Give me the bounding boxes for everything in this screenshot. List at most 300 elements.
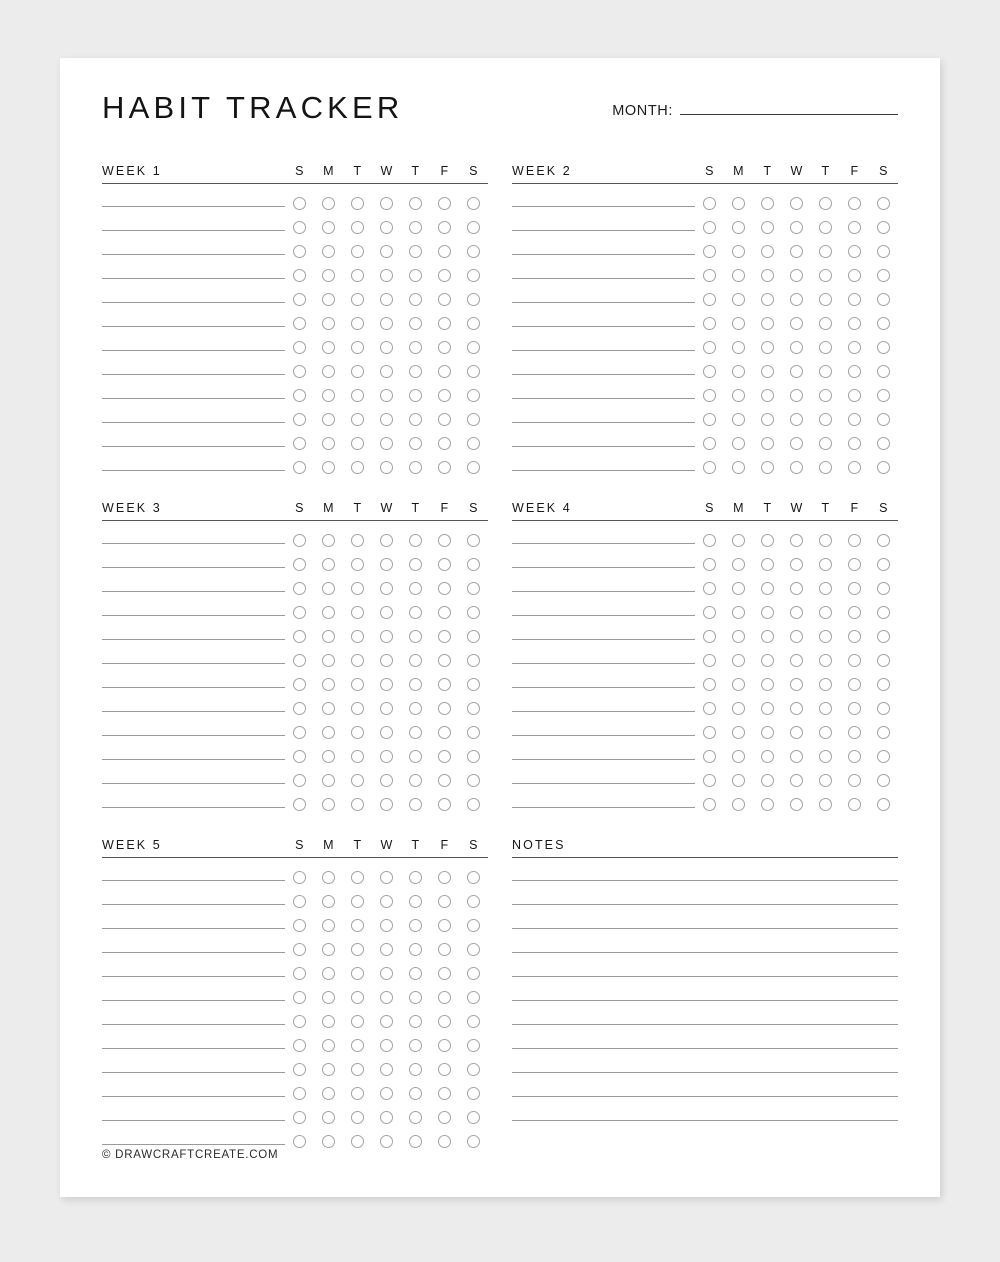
- circle-checkbox[interactable]: [877, 293, 890, 306]
- checkbox-cell[interactable]: [869, 245, 898, 258]
- checkbox-cell[interactable]: [811, 750, 840, 763]
- circle-checkbox[interactable]: [848, 245, 861, 258]
- circle-checkbox[interactable]: [380, 245, 393, 258]
- checkbox-cell[interactable]: [753, 365, 782, 378]
- circle-checkbox[interactable]: [732, 269, 745, 282]
- checkbox-cell[interactable]: [285, 1015, 314, 1028]
- circle-checkbox[interactable]: [351, 967, 364, 980]
- checkbox-cell[interactable]: [724, 341, 753, 354]
- checkbox-cell[interactable]: [343, 437, 372, 450]
- checkbox-cell[interactable]: [401, 534, 430, 547]
- checkbox-cell[interactable]: [753, 437, 782, 450]
- circle-checkbox[interactable]: [322, 678, 335, 691]
- notes-write-line[interactable]: [512, 1048, 898, 1049]
- checkbox-cell[interactable]: [285, 413, 314, 426]
- circle-checkbox[interactable]: [732, 798, 745, 811]
- habit-name-line[interactable]: [102, 663, 285, 664]
- notes-write-line[interactable]: [512, 976, 898, 977]
- circle-checkbox[interactable]: [409, 317, 422, 330]
- checkbox-cell[interactable]: [285, 871, 314, 884]
- checkbox-cell[interactable]: [724, 654, 753, 667]
- circle-checkbox[interactable]: [703, 197, 716, 210]
- circle-checkbox[interactable]: [790, 654, 803, 667]
- checkbox-cell[interactable]: [430, 582, 459, 595]
- checkbox-cell[interactable]: [811, 221, 840, 234]
- circle-checkbox[interactable]: [409, 389, 422, 402]
- notes-write-line[interactable]: [512, 952, 898, 953]
- circle-checkbox[interactable]: [351, 750, 364, 763]
- checkbox-cell[interactable]: [285, 534, 314, 547]
- circle-checkbox[interactable]: [409, 365, 422, 378]
- checkbox-cell[interactable]: [840, 197, 869, 210]
- circle-checkbox[interactable]: [380, 534, 393, 547]
- checkbox-cell[interactable]: [869, 630, 898, 643]
- circle-checkbox[interactable]: [380, 919, 393, 932]
- checkbox-cell[interactable]: [459, 389, 488, 402]
- circle-checkbox[interactable]: [351, 1087, 364, 1100]
- circle-checkbox[interactable]: [438, 1111, 451, 1124]
- checkbox-cell[interactable]: [869, 365, 898, 378]
- checkbox-cell[interactable]: [314, 750, 343, 763]
- circle-checkbox[interactable]: [409, 702, 422, 715]
- checkbox-cell[interactable]: [459, 774, 488, 787]
- circle-checkbox[interactable]: [467, 919, 480, 932]
- checkbox-cell[interactable]: [840, 726, 869, 739]
- circle-checkbox[interactable]: [351, 461, 364, 474]
- checkbox-cell[interactable]: [314, 943, 343, 956]
- circle-checkbox[interactable]: [380, 678, 393, 691]
- checkbox-cell[interactable]: [782, 750, 811, 763]
- circle-checkbox[interactable]: [409, 991, 422, 1004]
- checkbox-cell[interactable]: [869, 582, 898, 595]
- circle-checkbox[interactable]: [761, 534, 774, 547]
- circle-checkbox[interactable]: [732, 341, 745, 354]
- checkbox-cell[interactable]: [285, 798, 314, 811]
- checkbox-cell[interactable]: [753, 726, 782, 739]
- checkbox-cell[interactable]: [430, 774, 459, 787]
- checkbox-cell[interactable]: [753, 197, 782, 210]
- circle-checkbox[interactable]: [877, 197, 890, 210]
- checkbox-cell[interactable]: [753, 341, 782, 354]
- circle-checkbox[interactable]: [438, 558, 451, 571]
- checkbox-cell[interactable]: [343, 317, 372, 330]
- checkbox-cell[interactable]: [753, 702, 782, 715]
- checkbox-cell[interactable]: [724, 389, 753, 402]
- habit-name-line[interactable]: [512, 446, 695, 447]
- checkbox-cell[interactable]: [753, 582, 782, 595]
- checkbox-cell[interactable]: [869, 317, 898, 330]
- circle-checkbox[interactable]: [732, 437, 745, 450]
- habit-name-line[interactable]: [102, 374, 285, 375]
- circle-checkbox[interactable]: [322, 534, 335, 547]
- checkbox-cell[interactable]: [695, 461, 724, 474]
- circle-checkbox[interactable]: [467, 630, 480, 643]
- checkbox-cell[interactable]: [811, 245, 840, 258]
- checkbox-cell[interactable]: [314, 702, 343, 715]
- checkbox-cell[interactable]: [285, 341, 314, 354]
- checkbox-cell[interactable]: [840, 798, 869, 811]
- circle-checkbox[interactable]: [322, 943, 335, 956]
- habit-name-line[interactable]: [102, 278, 285, 279]
- circle-checkbox[interactable]: [322, 726, 335, 739]
- circle-checkbox[interactable]: [761, 365, 774, 378]
- checkbox-cell[interactable]: [343, 750, 372, 763]
- checkbox-cell[interactable]: [314, 389, 343, 402]
- circle-checkbox[interactable]: [351, 269, 364, 282]
- circle-checkbox[interactable]: [380, 1015, 393, 1028]
- circle-checkbox[interactable]: [848, 317, 861, 330]
- checkbox-cell[interactable]: [459, 895, 488, 908]
- habit-name-line[interactable]: [102, 254, 285, 255]
- circle-checkbox[interactable]: [877, 437, 890, 450]
- checkbox-cell[interactable]: [811, 558, 840, 571]
- circle-checkbox[interactable]: [790, 461, 803, 474]
- checkbox-cell[interactable]: [695, 654, 724, 667]
- checkbox-cell[interactable]: [401, 654, 430, 667]
- habit-name-line[interactable]: [512, 350, 695, 351]
- habit-name-line[interactable]: [512, 206, 695, 207]
- circle-checkbox[interactable]: [322, 558, 335, 571]
- circle-checkbox[interactable]: [732, 413, 745, 426]
- habit-name-line[interactable]: [512, 543, 695, 544]
- checkbox-cell[interactable]: [372, 293, 401, 306]
- circle-checkbox[interactable]: [467, 774, 480, 787]
- circle-checkbox[interactable]: [703, 221, 716, 234]
- checkbox-cell[interactable]: [372, 1135, 401, 1148]
- checkbox-cell[interactable]: [314, 365, 343, 378]
- checkbox-cell[interactable]: [401, 317, 430, 330]
- checkbox-cell[interactable]: [840, 341, 869, 354]
- checkbox-cell[interactable]: [459, 437, 488, 450]
- circle-checkbox[interactable]: [877, 726, 890, 739]
- circle-checkbox[interactable]: [409, 943, 422, 956]
- circle-checkbox[interactable]: [467, 798, 480, 811]
- circle-checkbox[interactable]: [322, 895, 335, 908]
- checkbox-cell[interactable]: [459, 1063, 488, 1076]
- circle-checkbox[interactable]: [819, 461, 832, 474]
- circle-checkbox[interactable]: [761, 317, 774, 330]
- checkbox-cell[interactable]: [430, 1063, 459, 1076]
- checkbox-cell[interactable]: [459, 461, 488, 474]
- circle-checkbox[interactable]: [732, 606, 745, 619]
- checkbox-cell[interactable]: [840, 582, 869, 595]
- checkbox-cell[interactable]: [314, 1087, 343, 1100]
- checkbox-cell[interactable]: [401, 221, 430, 234]
- circle-checkbox[interactable]: [732, 293, 745, 306]
- checkbox-cell[interactable]: [811, 365, 840, 378]
- checkbox-cell[interactable]: [401, 245, 430, 258]
- checkbox-cell[interactable]: [840, 678, 869, 691]
- checkbox-cell[interactable]: [724, 798, 753, 811]
- checkbox-cell[interactable]: [782, 341, 811, 354]
- circle-checkbox[interactable]: [877, 654, 890, 667]
- circle-checkbox[interactable]: [761, 293, 774, 306]
- checkbox-cell[interactable]: [430, 317, 459, 330]
- checkbox-cell[interactable]: [724, 293, 753, 306]
- habit-name-line[interactable]: [102, 711, 285, 712]
- circle-checkbox[interactable]: [409, 1111, 422, 1124]
- circle-checkbox[interactable]: [819, 341, 832, 354]
- habit-name-line[interactable]: [512, 783, 695, 784]
- circle-checkbox[interactable]: [790, 726, 803, 739]
- circle-checkbox[interactable]: [380, 726, 393, 739]
- checkbox-cell[interactable]: [695, 389, 724, 402]
- checkbox-cell[interactable]: [782, 389, 811, 402]
- checkbox-cell[interactable]: [459, 991, 488, 1004]
- circle-checkbox[interactable]: [438, 413, 451, 426]
- circle-checkbox[interactable]: [761, 197, 774, 210]
- checkbox-cell[interactable]: [343, 654, 372, 667]
- circle-checkbox[interactable]: [467, 365, 480, 378]
- checkbox-cell[interactable]: [401, 798, 430, 811]
- circle-checkbox[interactable]: [322, 221, 335, 234]
- notes-write-line[interactable]: [512, 880, 898, 881]
- circle-checkbox[interactable]: [761, 750, 774, 763]
- circle-checkbox[interactable]: [761, 245, 774, 258]
- circle-checkbox[interactable]: [380, 1135, 393, 1148]
- circle-checkbox[interactable]: [790, 197, 803, 210]
- checkbox-cell[interactable]: [372, 991, 401, 1004]
- checkbox-cell[interactable]: [401, 582, 430, 595]
- circle-checkbox[interactable]: [380, 798, 393, 811]
- checkbox-cell[interactable]: [695, 365, 724, 378]
- checkbox-cell[interactable]: [372, 1087, 401, 1100]
- checkbox-cell[interactable]: [724, 245, 753, 258]
- checkbox-cell[interactable]: [372, 341, 401, 354]
- checkbox-cell[interactable]: [724, 365, 753, 378]
- circle-checkbox[interactable]: [438, 389, 451, 402]
- checkbox-cell[interactable]: [372, 1063, 401, 1076]
- checkbox-cell[interactable]: [459, 365, 488, 378]
- circle-checkbox[interactable]: [293, 919, 306, 932]
- checkbox-cell[interactable]: [811, 630, 840, 643]
- checkbox-cell[interactable]: [401, 1111, 430, 1124]
- checkbox-cell[interactable]: [285, 630, 314, 643]
- checkbox-cell[interactable]: [314, 630, 343, 643]
- habit-name-line[interactable]: [102, 735, 285, 736]
- circle-checkbox[interactable]: [322, 1111, 335, 1124]
- checkbox-cell[interactable]: [811, 269, 840, 282]
- circle-checkbox[interactable]: [351, 1063, 364, 1076]
- circle-checkbox[interactable]: [790, 750, 803, 763]
- checkbox-cell[interactable]: [869, 341, 898, 354]
- circle-checkbox[interactable]: [293, 726, 306, 739]
- circle-checkbox[interactable]: [467, 943, 480, 956]
- circle-checkbox[interactable]: [322, 1039, 335, 1052]
- circle-checkbox[interactable]: [761, 341, 774, 354]
- checkbox-cell[interactable]: [401, 1015, 430, 1028]
- checkbox-cell[interactable]: [782, 798, 811, 811]
- checkbox-cell[interactable]: [811, 413, 840, 426]
- checkbox-cell[interactable]: [753, 293, 782, 306]
- habit-name-line[interactable]: [512, 567, 695, 568]
- habit-name-line[interactable]: [512, 422, 695, 423]
- checkbox-cell[interactable]: [695, 413, 724, 426]
- checkbox-cell[interactable]: [695, 558, 724, 571]
- checkbox-cell[interactable]: [430, 606, 459, 619]
- checkbox-cell[interactable]: [285, 1087, 314, 1100]
- checkbox-cell[interactable]: [430, 245, 459, 258]
- checkbox-cell[interactable]: [343, 991, 372, 1004]
- checkbox-cell[interactable]: [372, 1111, 401, 1124]
- checkbox-cell[interactable]: [430, 389, 459, 402]
- checkbox-cell[interactable]: [459, 1087, 488, 1100]
- circle-checkbox[interactable]: [732, 365, 745, 378]
- circle-checkbox[interactable]: [351, 1015, 364, 1028]
- circle-checkbox[interactable]: [467, 389, 480, 402]
- circle-checkbox[interactable]: [848, 702, 861, 715]
- notes-write-line[interactable]: [512, 1096, 898, 1097]
- checkbox-cell[interactable]: [285, 1135, 314, 1148]
- circle-checkbox[interactable]: [703, 534, 716, 547]
- checkbox-cell[interactable]: [372, 389, 401, 402]
- circle-checkbox[interactable]: [409, 558, 422, 571]
- checkbox-cell[interactable]: [430, 967, 459, 980]
- checkbox-cell[interactable]: [869, 606, 898, 619]
- circle-checkbox[interactable]: [380, 317, 393, 330]
- checkbox-cell[interactable]: [753, 413, 782, 426]
- circle-checkbox[interactable]: [409, 437, 422, 450]
- circle-checkbox[interactable]: [438, 341, 451, 354]
- circle-checkbox[interactable]: [819, 702, 832, 715]
- checkbox-cell[interactable]: [372, 365, 401, 378]
- checkbox-cell[interactable]: [314, 1039, 343, 1052]
- checkbox-cell[interactable]: [869, 461, 898, 474]
- circle-checkbox[interactable]: [877, 341, 890, 354]
- checkbox-cell[interactable]: [343, 919, 372, 932]
- checkbox-cell[interactable]: [343, 967, 372, 980]
- circle-checkbox[interactable]: [848, 221, 861, 234]
- checkbox-cell[interactable]: [753, 750, 782, 763]
- checkbox-cell[interactable]: [343, 678, 372, 691]
- checkbox-cell[interactable]: [869, 269, 898, 282]
- circle-checkbox[interactable]: [409, 1135, 422, 1148]
- checkbox-cell[interactable]: [314, 317, 343, 330]
- circle-checkbox[interactable]: [351, 630, 364, 643]
- checkbox-cell[interactable]: [782, 461, 811, 474]
- checkbox-cell[interactable]: [695, 798, 724, 811]
- checkbox-cell[interactable]: [285, 221, 314, 234]
- checkbox-cell[interactable]: [285, 1111, 314, 1124]
- habit-name-line[interactable]: [512, 735, 695, 736]
- circle-checkbox[interactable]: [293, 678, 306, 691]
- circle-checkbox[interactable]: [409, 726, 422, 739]
- checkbox-cell[interactable]: [724, 606, 753, 619]
- checkbox-cell[interactable]: [314, 654, 343, 667]
- circle-checkbox[interactable]: [438, 534, 451, 547]
- circle-checkbox[interactable]: [293, 1135, 306, 1148]
- circle-checkbox[interactable]: [293, 341, 306, 354]
- circle-checkbox[interactable]: [877, 389, 890, 402]
- checkbox-cell[interactable]: [695, 317, 724, 330]
- circle-checkbox[interactable]: [819, 389, 832, 402]
- circle-checkbox[interactable]: [409, 341, 422, 354]
- checkbox-cell[interactable]: [314, 1063, 343, 1076]
- checkbox-cell[interactable]: [430, 943, 459, 956]
- checkbox-cell[interactable]: [343, 702, 372, 715]
- circle-checkbox[interactable]: [703, 245, 716, 258]
- checkbox-cell[interactable]: [811, 437, 840, 450]
- checkbox-cell[interactable]: [285, 389, 314, 402]
- checkbox-cell[interactable]: [459, 558, 488, 571]
- checkbox-cell[interactable]: [869, 558, 898, 571]
- checkbox-cell[interactable]: [695, 774, 724, 787]
- checkbox-cell[interactable]: [724, 317, 753, 330]
- circle-checkbox[interactable]: [380, 413, 393, 426]
- checkbox-cell[interactable]: [459, 1135, 488, 1148]
- checkbox-cell[interactable]: [343, 534, 372, 547]
- habit-name-line[interactable]: [512, 759, 695, 760]
- checkbox-cell[interactable]: [840, 293, 869, 306]
- circle-checkbox[interactable]: [848, 726, 861, 739]
- circle-checkbox[interactable]: [409, 1015, 422, 1028]
- checkbox-cell[interactable]: [285, 1063, 314, 1076]
- checkbox-cell[interactable]: [782, 654, 811, 667]
- habit-name-line[interactable]: [512, 398, 695, 399]
- checkbox-cell[interactable]: [372, 197, 401, 210]
- checkbox-cell[interactable]: [314, 1135, 343, 1148]
- circle-checkbox[interactable]: [877, 774, 890, 787]
- circle-checkbox[interactable]: [790, 365, 803, 378]
- circle-checkbox[interactable]: [438, 967, 451, 980]
- circle-checkbox[interactable]: [467, 534, 480, 547]
- circle-checkbox[interactable]: [322, 341, 335, 354]
- checkbox-cell[interactable]: [430, 702, 459, 715]
- checkbox-cell[interactable]: [314, 461, 343, 474]
- circle-checkbox[interactable]: [322, 245, 335, 258]
- checkbox-cell[interactable]: [285, 702, 314, 715]
- checkbox-cell[interactable]: [314, 678, 343, 691]
- circle-checkbox[interactable]: [322, 461, 335, 474]
- habit-name-line[interactable]: [102, 928, 285, 929]
- circle-checkbox[interactable]: [848, 413, 861, 426]
- circle-checkbox[interactable]: [761, 798, 774, 811]
- checkbox-cell[interactable]: [811, 798, 840, 811]
- checkbox-cell[interactable]: [869, 413, 898, 426]
- habit-name-line[interactable]: [102, 302, 285, 303]
- circle-checkbox[interactable]: [732, 245, 745, 258]
- circle-checkbox[interactable]: [848, 582, 861, 595]
- circle-checkbox[interactable]: [380, 967, 393, 980]
- habit-name-line[interactable]: [102, 206, 285, 207]
- habit-name-line[interactable]: [102, 326, 285, 327]
- circle-checkbox[interactable]: [438, 365, 451, 378]
- habit-name-line[interactable]: [102, 1120, 285, 1121]
- circle-checkbox[interactable]: [351, 895, 364, 908]
- circle-checkbox[interactable]: [438, 1039, 451, 1052]
- checkbox-cell[interactable]: [695, 245, 724, 258]
- checkbox-cell[interactable]: [840, 702, 869, 715]
- checkbox-cell[interactable]: [401, 606, 430, 619]
- checkbox-cell[interactable]: [343, 606, 372, 619]
- checkbox-cell[interactable]: [401, 437, 430, 450]
- circle-checkbox[interactable]: [380, 606, 393, 619]
- checkbox-cell[interactable]: [314, 558, 343, 571]
- habit-name-line[interactable]: [512, 663, 695, 664]
- circle-checkbox[interactable]: [380, 1087, 393, 1100]
- circle-checkbox[interactable]: [293, 943, 306, 956]
- circle-checkbox[interactable]: [380, 943, 393, 956]
- checkbox-cell[interactable]: [459, 293, 488, 306]
- circle-checkbox[interactable]: [790, 437, 803, 450]
- checkbox-cell[interactable]: [401, 461, 430, 474]
- checkbox-cell[interactable]: [401, 1039, 430, 1052]
- circle-checkbox[interactable]: [848, 558, 861, 571]
- circle-checkbox[interactable]: [703, 461, 716, 474]
- circle-checkbox[interactable]: [819, 558, 832, 571]
- circle-checkbox[interactable]: [293, 317, 306, 330]
- circle-checkbox[interactable]: [732, 726, 745, 739]
